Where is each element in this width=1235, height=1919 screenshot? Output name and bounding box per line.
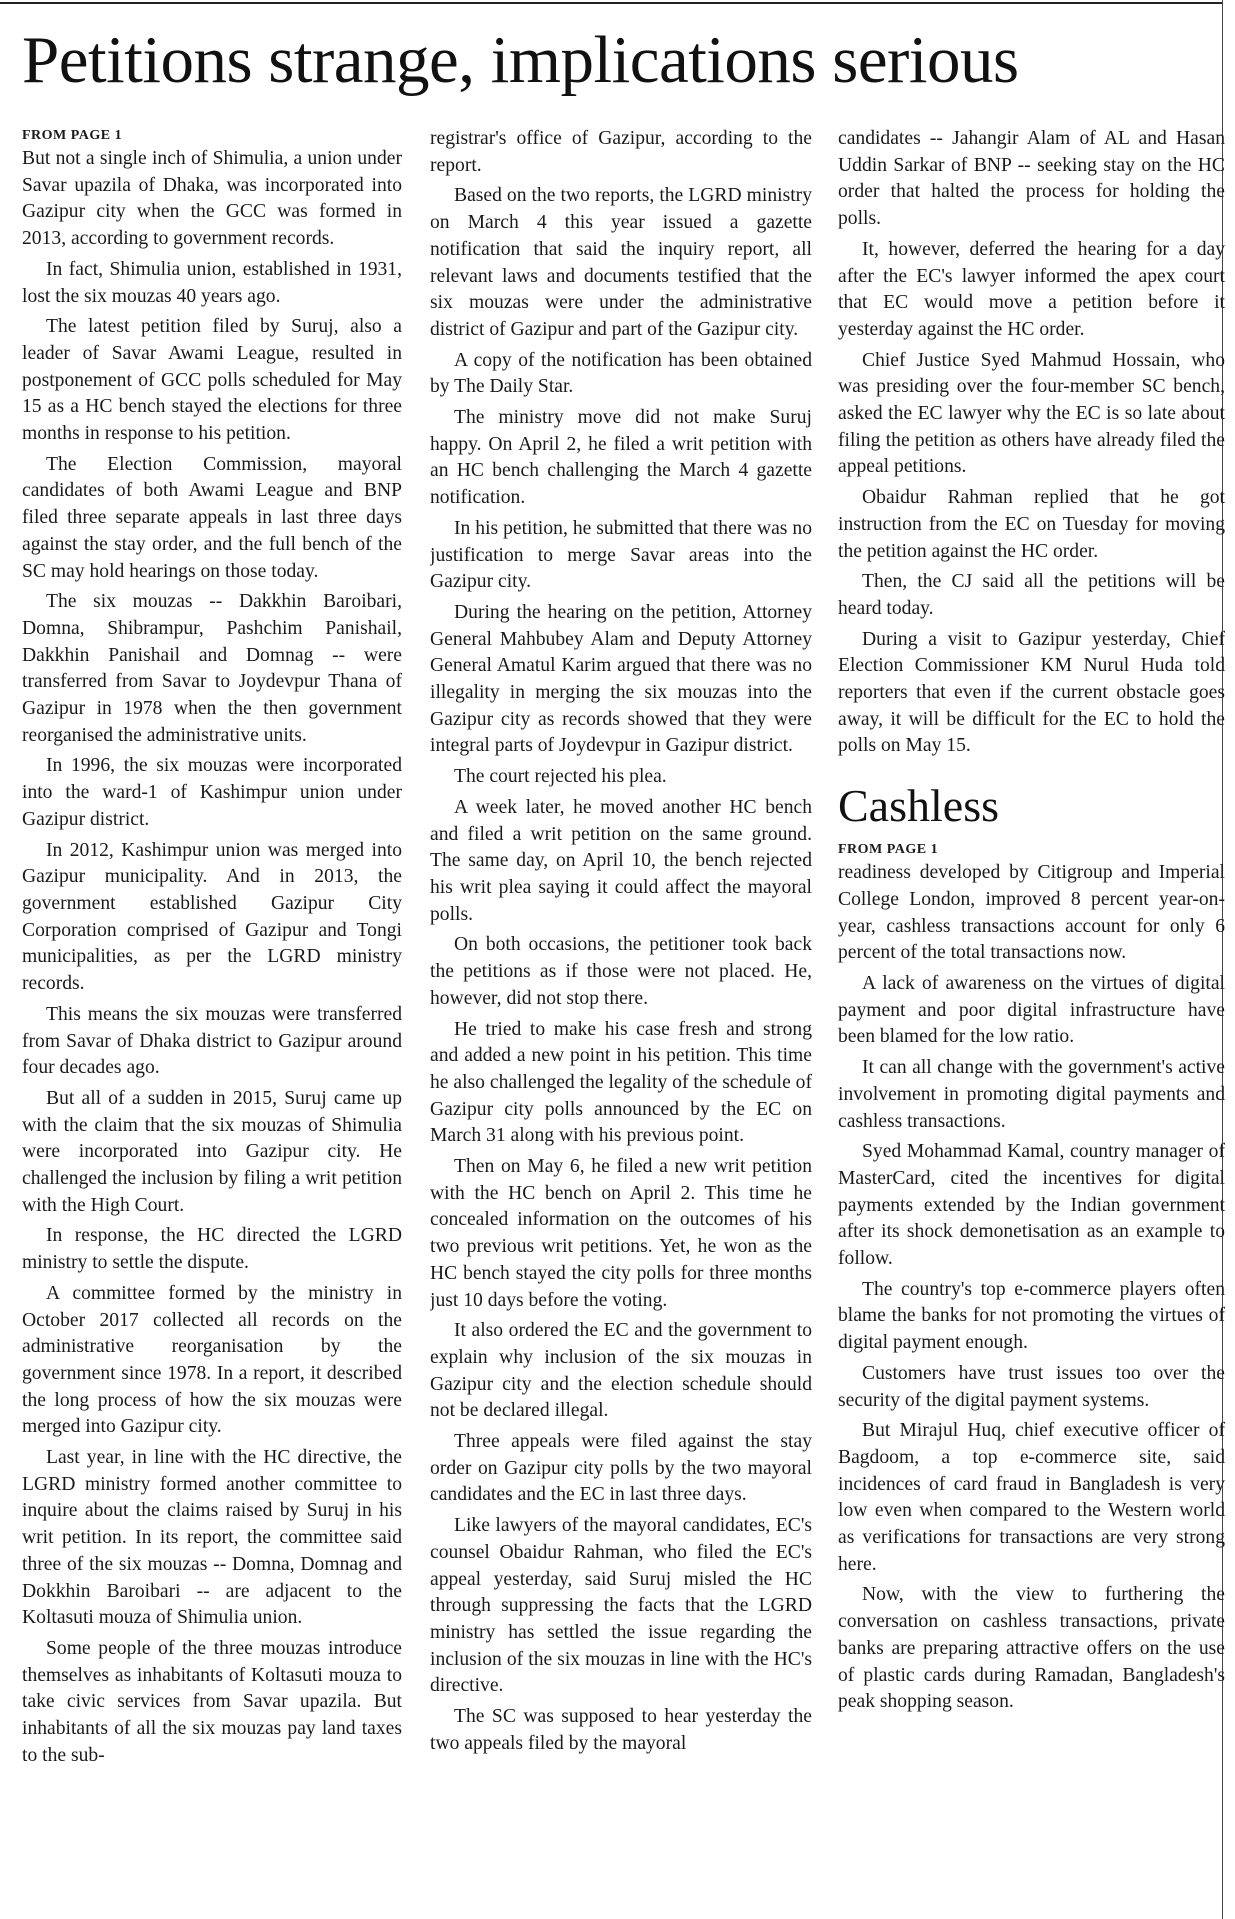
paragraph: The latest petition filed by Suruj, also a leader of Savar Awami League, resulted in postponement of GCC polls scheduled for May 15 as a HC bench stayed the elections for three months in response to his petition. xyxy=(22,316,402,445)
paragraph: It also ordered the EC and the government to explain why inclusion of the six mouzas in Gazipur city and the election schedule should not be declared illegal. xyxy=(430,1320,812,1422)
paragraph: Then, the CJ said all the petitions will be heard today. xyxy=(838,571,1225,619)
article-column-1 xyxy=(22,126,402,1919)
paragraph: Chief Justice Syed Mahmud Hossain, who was presiding over the four-member SC bench, asked the EC lawyer why the EC is so late about filing the petition as others have already filed the appeal petitions. xyxy=(838,349,1225,478)
paragraph: It, however, deferred the hearing for a day after the EC's lawyer informed the apex court that EC would move a petition before it yesterday against the HC order. xyxy=(838,238,1225,340)
paragraph: It can all change with the government's active involvement in promoting digital payments and cashless transactions. xyxy=(838,1057,1225,1132)
paragraph: Obaidur Rahman replied that he got instruction from the EC on Tuesday for moving the petition against the HC order. xyxy=(838,487,1225,562)
from-page-kicker: FROM PAGE 1 xyxy=(22,128,123,143)
paragraph: The SC was supposed to hear yesterday the two appeals filed by the mayoral xyxy=(430,1706,812,1754)
paragraph: The court rejected his plea. xyxy=(454,766,667,788)
cashless-headline: Cashless xyxy=(838,780,999,832)
article-column-3 xyxy=(838,126,1225,1919)
paragraph: registrar's office of Gazipur, according to the report. xyxy=(430,128,812,176)
paragraph: In response, the HC directed the LGRD ministry to settle the dispute. xyxy=(22,1225,402,1274)
paragraph: Then on May 6, he filed a new writ petition with the HC bench on April 2. This time he concealed information on the outcomes of his two previous writ petitions. Yet, he won as the HC bench stayed the city polls for three months just 10 days before the voting. xyxy=(430,1156,812,1311)
article-column-2 xyxy=(430,126,812,1919)
paragraph: candidates -- Jahangir Alam of AL and Hasan Uddin Sarkar of BNP -- seeking stay on the HC order that halted the process for holding the polls. xyxy=(838,128,1225,230)
paragraph: The country's top e-commerce players often blame the banks for not promoting the virtues of digital payment enough. xyxy=(838,1278,1225,1354)
paragraph: In 2012, Kashimpur union was merged into Gazipur municipality. And in 2013, the government established Gazipur City Corporation comprised of Gazipur and Tongi municipalities, as per the LGRD ministry records. xyxy=(22,839,402,995)
paragraph: Now, with the view to furthering the conversation on cashless transactions, private banks are preparing attractive offers on the use of plastic cards during Ramadan, Bangladesh's peak shopping season. xyxy=(838,1584,1225,1713)
column-3-paragraphs xyxy=(838,126,1225,760)
paragraph: Three appeals were filed against the stay order on Gazipur city polls by the two mayoral candidates and the EC in last three days. xyxy=(430,1431,812,1506)
top-rule xyxy=(0,2,1222,4)
paragraph: But not a single inch of Shimulia, a union under Savar upazila of Dhaka, was incorporated into Gazipur city when the GCC was formed in 2013, according to government records. xyxy=(22,148,402,250)
paragraph: Some people of the three mouzas introduce themselves as inhabitants of Koltasuti mouza to take civic services from Savar upazila. But inhabitants of all the six mouzas pay land taxes to the sub- xyxy=(22,1637,402,1766)
paragraph: The Election Commission, mayoral candidates of both Awami League and BNP filed three separate appeals in last three days against the stay order, and the full bench of the SC may hold hearings on those today. xyxy=(22,453,402,582)
article-headline: Petitions strange, implications serious xyxy=(22,23,1019,97)
paragraph: But Mirajul Huq, chief executive officer of Bagdoom, a top e-commerce site, said incidences of card fraud in Bangladesh is very low even when compared to the Western world as verifications for transactions are very strong here. xyxy=(838,1420,1225,1575)
paragraph: The ministry move did not make Suruj happy. On April 2, he filed a writ petition with an HC bench challenging the March 4 gazette notification. xyxy=(430,407,812,509)
paragraph: But all of a sudden in 2015, Suruj came up with the claim that the six mouzas of Shimulia were incorporated into Gazipur city. He challenged the inclusion by filing a writ petition with the High Court. xyxy=(22,1087,402,1216)
paragraph: Syed Mohammad Kamal, country manager of MasterCard, cited the incentives for digital payments extended by the Indian government after its shock demonetisation as an example to follow. xyxy=(838,1141,1225,1270)
paragraph: In his petition, he submitted that there was no justification to merge Savar areas into the Gazipur city. xyxy=(430,517,812,593)
paragraph: He tried to make his case fresh and strong and added a new point in his petition. This time he also challenged the legality of the schedule of Gazipur city polls announced by the EC on March 31 along with his previous point. xyxy=(430,1018,812,1147)
paragraph: On both occasions, the petitioner took back the petitions as if those were not placed. He, however, did not stop there. xyxy=(430,934,812,1009)
cashless-paragraphs xyxy=(838,860,1225,1716)
paragraph: Last year, in line with the HC directive, the LGRD ministry formed another committee to inquire about the claims raised by Suruj in his writ petition. In its report, the committee said three of the six mouzas -- Domna, Domnag and Dokkhin Baroibari -- are adjacent to the Koltasuti mouza of Shimulia union. xyxy=(22,1447,402,1629)
cashless-kicker: FROM PAGE 1 xyxy=(838,842,939,858)
paragraph: A lack of awareness on the virtues of digital payment and poor digital infrastructure have been blamed for the low ratio. xyxy=(838,972,1225,1048)
paragraph: A committee formed by the ministry in October 2017 collected all records on the administrative reorganisation by the government since 1978. In a report, it described the long process of how the six mouzas were merged into Gazipur city. xyxy=(22,1282,402,1438)
column-2-paragraphs xyxy=(430,126,812,1757)
paragraph: In 1996, the six mouzas were incorporated into the ward-1 of Kashimpur union under Gazipur district. xyxy=(22,755,402,830)
paragraph: Customers have trust issues too over the security of the digital payment systems. xyxy=(838,1362,1225,1411)
paragraph: During the hearing on the petition, Attorney General Mahbubey Alam and Deputy Attorney General Amatul Karim argued that there was no illegality in merging the six mouzas into the Gazipur city as records showed that they were integral parts of Joydevpur in Gazipur district. xyxy=(430,601,812,757)
paragraph: A copy of the notification has been obtained by The Daily Star. xyxy=(430,349,812,398)
paragraph: A week later, he moved another HC bench and filed a writ petition on the same ground. The same day, on April 10, the bench rejected his writ plea saying it could affect the mayoral polls. xyxy=(430,796,812,925)
paragraph: Like lawyers of the mayoral candidates, EC's counsel Obaidur Rahman, who filed the EC's appeal yesterday, said Suruj misled the HC through suppressing the facts that the LGRD ministry has settled the issue regarding the inclusion of the six mouzas in line with the HC's directive. xyxy=(430,1515,812,1697)
paragraph: During a visit to Gazipur yesterday, Chief Election Commissioner KM Nurul Huda told reporters that even if the current obstacle goes away, it will be difficult for the EC to hold the polls on May 15. xyxy=(838,628,1225,757)
paragraph: Based on the two reports, the LGRD ministry on March 4 this year issued a gazette notification that said the inquiry report, all relevant laws and documents testified that the six mouzas were under the administrative district of Gazipur and part of the Gazipur city. xyxy=(430,185,812,340)
column-1-paragraphs xyxy=(22,146,402,1769)
paragraph: This means the six mouzas were transferred from Savar of Dhaka district to Gazipur around four decades ago. xyxy=(22,1003,402,1079)
paragraph: In fact, Shimulia union, established in 1931, lost the six mouzas 40 years ago. xyxy=(22,258,402,307)
paragraph: readiness developed by Citigroup and Imperial College London, improved 8 percent year-on-year, cashless transactions account for only 6 percent of the total transactions now. xyxy=(838,862,1225,964)
paragraph: The six mouzas -- Dakkhin Baroibari, Domna, Shibrampur, Pashchim Panishail, Dakkhin Panishail and Domnag -- were transferred from Savar to Joydevpur Thana of Gazipur in 1978 when the then government reorganised the administrative units. xyxy=(22,591,402,746)
